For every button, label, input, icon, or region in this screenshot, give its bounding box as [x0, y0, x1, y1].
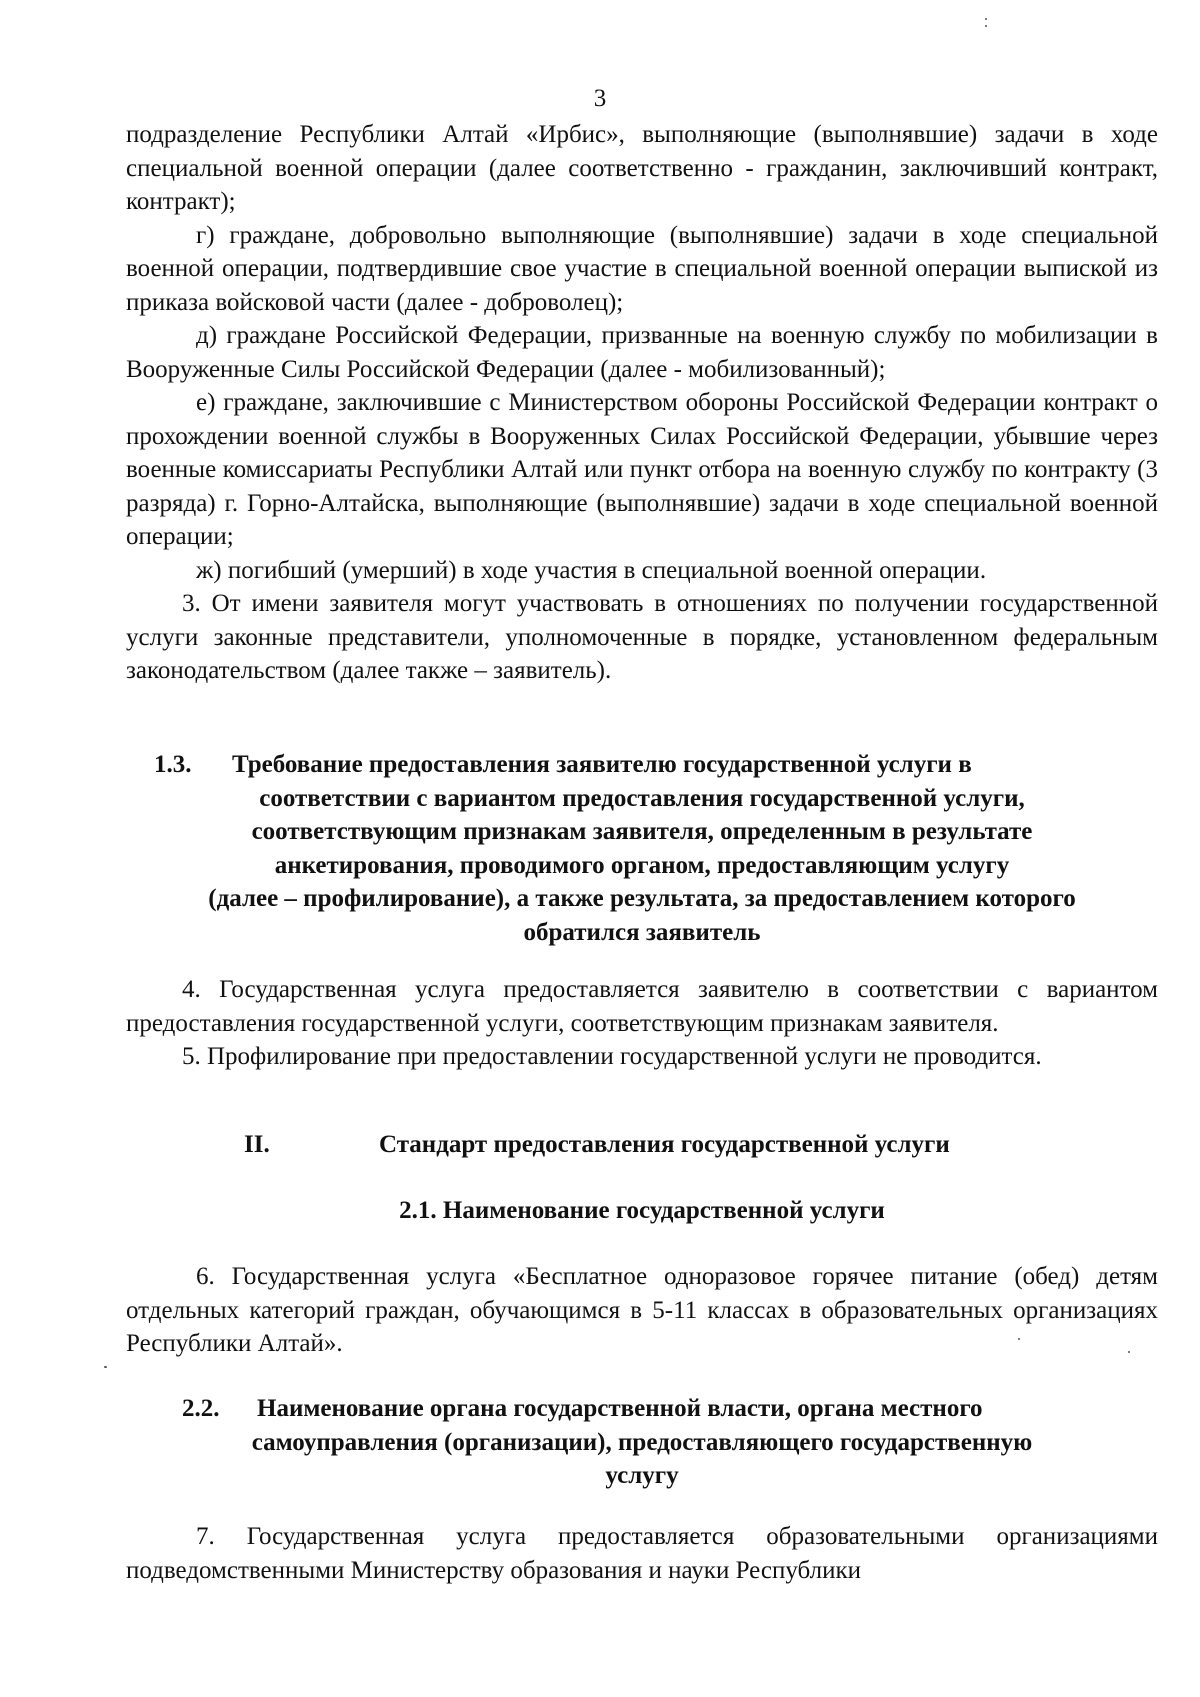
- scan-speck: [985, 25, 987, 27]
- section-1-3-title-line: обратился заявитель: [523, 918, 761, 946]
- section-1-3-number: 1.3.: [154, 751, 192, 778]
- section-2-2-title-line: самоуправления (организации), предоставляющего государственную: [251, 1428, 1033, 1456]
- section-1-3-title-line: анкетирования, проводимого органом, предоставляющим услугу: [274, 851, 1010, 879]
- section-2-2-title-line: услугу: [605, 1462, 679, 1489]
- section-2-2-number: 2.2.: [182, 1395, 220, 1422]
- section-1-3-title-line: Требование предоставления заявителю государственной услуги в: [232, 751, 972, 778]
- paragraph-6: 6. Государственная услуга «Бесплатное одноразовое горячее питание (обед) детям отдельных категорий граждан, обучающимся в 5-11 классах в образовательных организациях Республики Алтай».: [126, 1263, 1158, 1357]
- scan-speck: [985, 18, 987, 20]
- section-2-title: Стандарт предоставления государственной услуги: [379, 1131, 950, 1158]
- section-2-2-line-1: [126, 1392, 1158, 1426]
- paragraph-5: 5. Профилирование при предоставлении государственной услуги не проводится.: [182, 1043, 1042, 1070]
- section-2-2-body: [126, 1520, 1158, 1587]
- paragraph-3: 3. От имени заявителя могут участвовать в отношениях по получении государственной услуги законные представители, уполномоченные в порядке, установленном федеральным законодательством (далее также – заявитель).: [126, 590, 1158, 684]
- paragraph-4: 4. Государственная услуга предоставляется заявителю в соответствии с вариантом предоставления государственной услуги, соответствующим признакам заявителя.: [126, 976, 1158, 1037]
- section-1-3-line-1: [126, 748, 1158, 782]
- scan-speck: [104, 1366, 107, 1368]
- section-1-3-title-line: (далее – профилирование), а также результата, за предоставлением которого: [208, 885, 1076, 912]
- top-text-block: [126, 118, 1158, 688]
- section-1-3-body: [126, 973, 1158, 1074]
- paragraph-7: 7. Государственная услуга предоставляется образовательными организациями подведомственными Министерству образования и науки Республики: [126, 1523, 1158, 1584]
- section-2-2-heading: [126, 1392, 1158, 1493]
- paragraph-item-zh: ж) погибший (умерший) в ходе участия в специальной военной операции.: [196, 556, 987, 584]
- section-1-3-title-line: соответствии с вариантом предоставления государственной услуги,: [259, 784, 1025, 812]
- section-1-3-title-line: соответствующим признакам заявителя, определенным в результате: [251, 818, 1033, 845]
- paragraph-continuation: подразделение Республики Алтай «Ирбис», выполняющие (выполнявшие) задачи в ходе специальной военной операции (далее соответственно - гражданин, заключивший контракт, контракт);: [126, 121, 1158, 215]
- section-2-1-heading: 2.1. Наименование государственной услуги: [399, 1197, 885, 1224]
- section-2-2-title-line: Наименование органа государственной власти, органа местного: [257, 1395, 983, 1422]
- paragraph-item-e: е) граждане, заключившие с Министерством обороны Российской Федерации контракт о прохождении военной службы в Вооруженных Силах Российской Федерации, убывшие через военные комиссариаты Республики Алтай или пункт отбора на военную службу по контракту (3 разряда) г. Горно-Алтайска, выполняющие (выполнявшие) задачи в ходе специальной военной операции;: [126, 389, 1158, 550]
- page-number: 3: [593, 85, 607, 112]
- section-2-number: II.: [244, 1131, 270, 1158]
- paragraph-item-d: д) граждане Российской Федерации, призванные на военную службу по мобилизации в Вооруженные Силы Российской Федерации (далее - мобилизованный);: [126, 322, 1158, 383]
- paragraph-item-g: г) граждане, добровольно выполняющие (выполнявшие) задачи в ходе специальной военной операции, подтвердившие свое участие в специальной военной операции выпиской из приказа войсковой части (далее - доброволец);: [126, 221, 1158, 316]
- section-2-1-body: [126, 1260, 1158, 1361]
- section-1-3-heading: [126, 748, 1158, 949]
